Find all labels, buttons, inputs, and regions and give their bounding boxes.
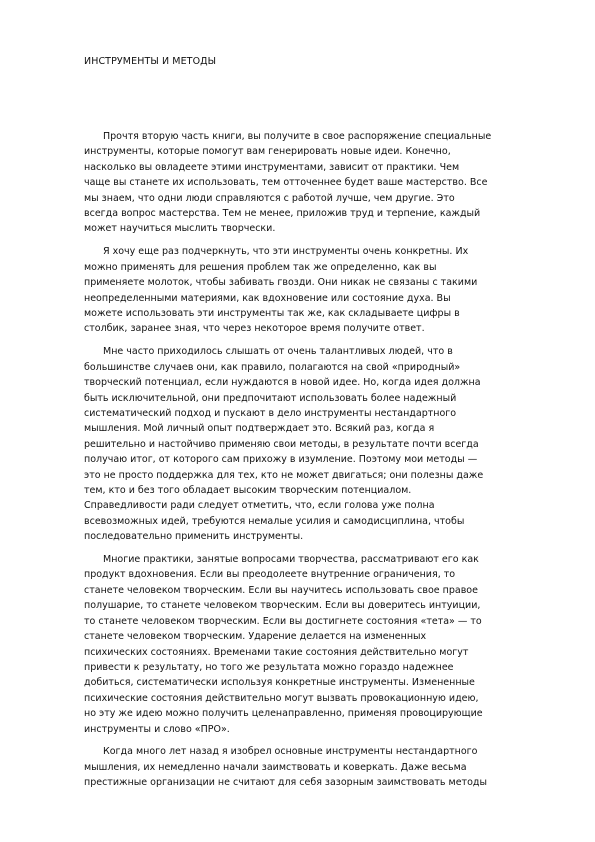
text-line: всевозможных идей, требуются немалые усилия и самодисциплина, чтобы [84,515,465,527]
text-line: неопределенными материями, как вдохновение или состояние духа. Вы [84,292,451,304]
paragraph [84,129,554,237]
body-text [84,129,554,798]
text-line: Мне часто приходилось слышать от очень талантливых людей, что в [103,346,453,358]
paragraph [84,744,554,790]
text-line: психических состояниях. Временами такие состояния действительно могут [84,646,469,658]
text-line: последовательно применить инструменты. [84,531,304,543]
text-line: мышления. Мой личный опыт подтверждает это. Всякий раз, когда я [84,423,435,435]
text-line: применяете молоток, чтобы забивать гвозди. Они никак не связаны с такими [84,277,478,289]
text-line: Прочтя вторую часть книги, вы получите в свое распоряжение специальные [103,131,492,142]
text-line: Я хочу еще раз подчеркнуть, что эти инструменты очень конкретны. Их [103,246,469,258]
text-line: добиться, систематически используя конкретные инструменты. Измененные [84,677,475,689]
paragraph [84,344,554,544]
text-line: полушарие, то станете человеком творческим. Если вы доверитесь интуиции, [84,600,481,612]
text-line: быть исключительной, они предпочитают использовать более надежный [84,392,457,404]
text-line: инструменты, которые помогут вам генерировать новые идеи. Конечно, [84,146,451,158]
text-line: столбик, заранее зная, что через некоторое время получите ответ. [84,323,425,335]
text-line: станете человеком творческим. Если вы научитесь использовать свое правое [84,584,478,596]
section-heading: ИНСТРУМЕНТЫ И МЕТОДЫ [84,56,217,67]
text-line: мышления, их немедленно начали заимствовать и коверкать. Даже весьма [84,761,467,773]
text-line: привести к результату, но того же результата можно гораздо надежнее [84,661,454,673]
text-line: творческий потенциал, если нуждаются в новой идее. Но, когда идея должна [84,377,481,389]
text-line: станете человеком творческим. Ударение делается на измененных [84,631,427,643]
text-line: систематический подход и пускают в дело инструменты нестандартного [84,407,457,419]
text-line: всегда вопрос мастерства. Тем не менее, приложив труд и терпение, каждый [84,208,481,220]
text-line: мы знаем, что одни люди справляются с работой лучше, чем другие. Это [84,192,455,204]
text-line: инструменты и слово «ПРО». [84,723,230,735]
text-line: решительно и настойчиво применяю свои методы, в результате почти всегда [84,438,479,450]
text-line: тем, кто и без того обладает высоким творческим потенциалом. [84,484,412,496]
text-line: может научиться мыслить творчески. [84,223,276,235]
text-line: престижные организации не считают для себя зазорным заимствовать методы [84,777,487,789]
paragraph [84,244,554,336]
text-line: чаще вы станете их использовать, тем отточеннее будет ваше мастерство. Все [84,177,488,189]
text-line: Многие практики, занятые вопросами творчества, рассматривают его как [103,554,479,566]
paragraph [84,552,554,737]
text-line: Когда много лет назад я изобрел основные инструменты нестандартного [103,746,478,758]
text-line: получаю итог, от которого сам прихожу в изумление. Поэтому мои методы — [84,454,478,466]
text-line: можете использовать эти инструменты так же, как складываете цифры в [84,307,460,319]
text-line: насколько вы овладеете этими инструментами, зависит от практики. Чем [84,161,460,173]
text-line: то станете человеком творческим. Если вы достигнете состояния «тета» — то [84,615,482,627]
text-line: психические состояния действительно могут вызвать провокационную идею, [84,692,479,704]
text-line: продукт вдохновения. Если вы преодолеете внутренние ограничения, то [84,569,456,581]
text-line: но эту же идею можно получить целенаправленно, применяя провоцирующие [84,708,483,720]
text-line: большинстве случаев они, как правило, полагаются на свой «природный» [84,361,461,373]
text-line: можно применять для решения проблем так же определенно, как вы [84,261,437,273]
text-line: это не просто поддержка для тех, кто не может двигаться; они полезны даже [84,469,484,481]
text-line: Справедливости ради следует отметить, что, если голова уже полна [84,500,435,512]
